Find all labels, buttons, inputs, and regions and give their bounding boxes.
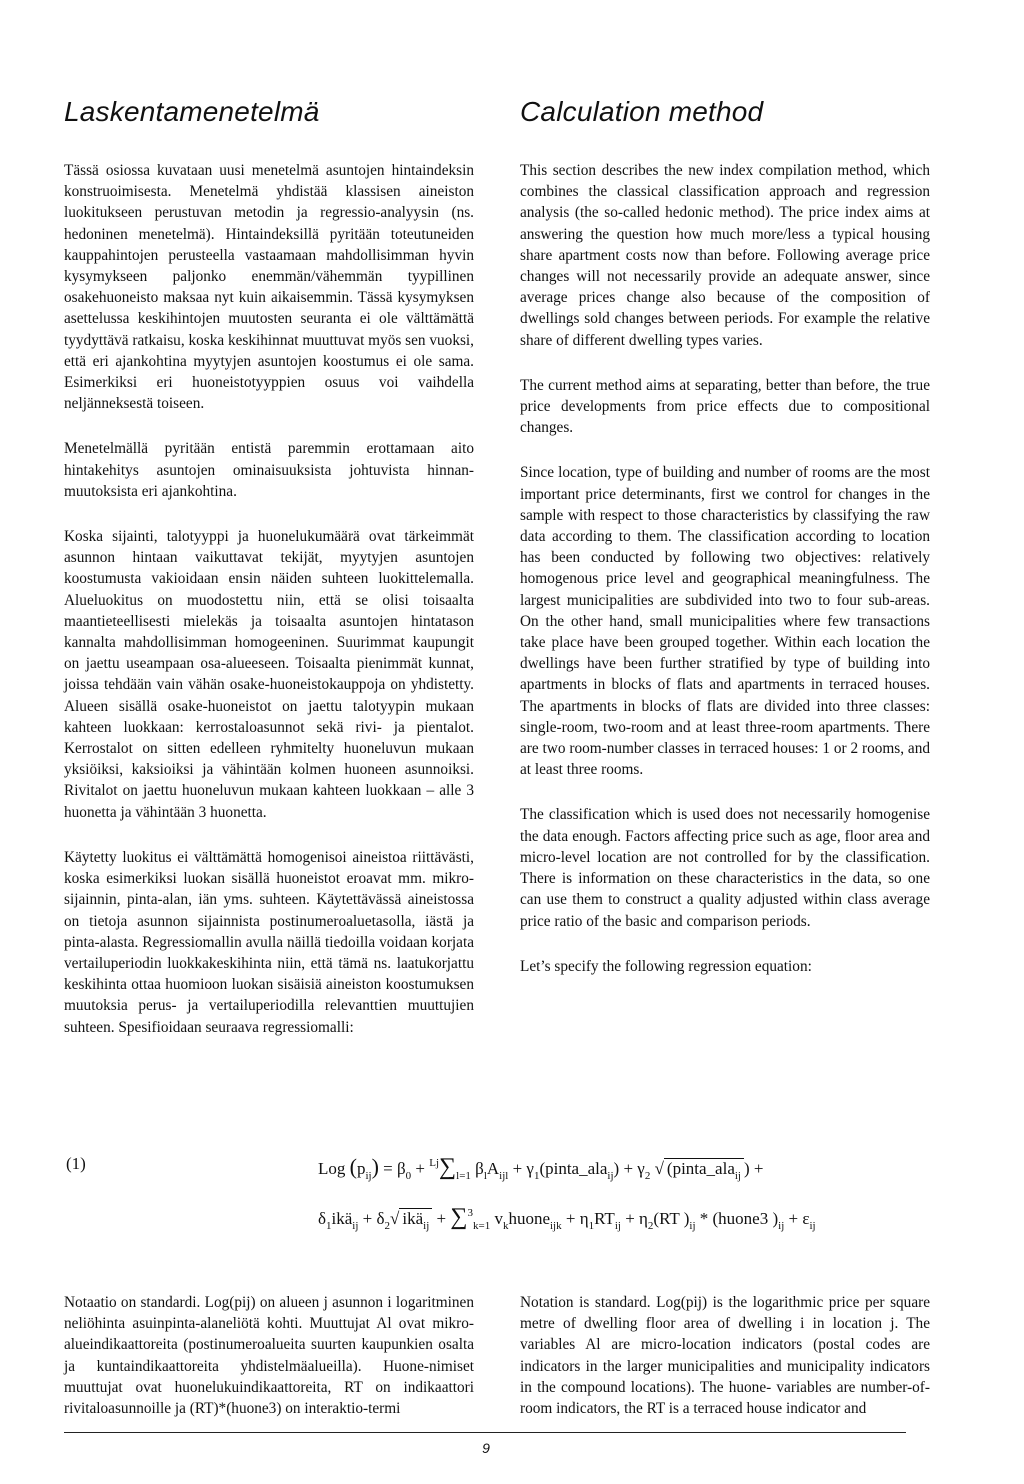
english-notation: Notation is standard. Log(pij) is the logarithmic price per square metre of dwelling floor area of dwelling i in location j. The variables Al are micro-location indicators (postal codes are indicators in the larger municipalities and municipality indicators in the compound locations). The huone- variables are number-of-room indicators, the RT is a terraced house indicator and: [520, 1294, 930, 1418]
eq-p-sub: ij: [365, 1170, 372, 1182]
english-paragraph-4: The classification which is used does not necessarily homogenise the data enough. Factors affecting price such as age, floor area and micro-level location are not controlled for by the classification. There is information on these characteristics in the data, so one can use them to construct a quality adjusted within class average price ratio of the basic and comparison periods.: [520, 806, 930, 930]
equation-line-1: [318, 1154, 764, 1182]
eq-a-sub: ijl: [499, 1170, 509, 1182]
eq-ika-2: ikä: [402, 1209, 424, 1228]
eq-ika-1: ikä: [331, 1209, 353, 1228]
eq-sqrt-body: [664, 1158, 744, 1182]
eq-v-sub: k: [502, 1220, 509, 1232]
eq-pinta-2: (pinta_ala: [666, 1159, 735, 1178]
eq-rt-2-sub: ij: [689, 1220, 696, 1232]
eq-paren-close: ): [371, 1154, 379, 1179]
eq-gamma2-sub: 2: [644, 1170, 651, 1182]
eq-plus-delta2: + δ: [362, 1209, 385, 1228]
finnish-notation: Notaatio on standardi. Log(pij) on alueen j asunnon i logaritminen neliöhinta asuinpinta-alaneliötä kohti. Muuttujat Al ovat mikro-alueindikaattoreita (postinumeroalueita suurten kaupunkien osalta ja kuntaindikaattoreita yhdistelmäalueilla). Huone-nimiset muuttujat ovat huonelukuindikaattoreita, RT on indikaattori rivitaloasunnoille ja (RT)*(huone3) on interaktio-termi: [64, 1294, 474, 1418]
finnish-paragraph-4: Käytetty luokitus ei välttämättä homogenisoi aineistoa riittävästi, koska esimerkiksi luokan sisällä huoneistot eroavat mm. mikro-sijainnin, pinta-alan, iän yms. suhteen. Käytettävässä aineistossa on tietoja asunnon sijainnista postinumeroaluetasolla, iästä ja pinta-alasta. Regressiomallin avulla näillä tiedoilla voidaan korjata vertailuperiodin luokkakeskihinta niin, että tämä ns. laatukorjattu keskihinta ottaa huomioon luokan sisäisiä aineiston koostumuksen muutoksia perus- ja vertailuperiodilla relevanttien muuttujien suhteen. Spesifioidaan seuraava regressiomalli:: [64, 848, 474, 1036]
eq-sum2-upper: 3: [467, 1207, 473, 1219]
eq-sqrt-symbol-2: √: [390, 1209, 400, 1228]
eq-rt-2: (RT ): [653, 1209, 690, 1228]
finnish-notation-column: [64, 1292, 474, 1443]
english-paragraph-2: The current method aims at separating, better than before, the true price developments from price effects due to compositional changes.: [520, 376, 930, 437]
equation-number: (1): [66, 1154, 86, 1173]
english-column: [520, 96, 930, 1001]
eq-rt-1-sub: ij: [614, 1220, 621, 1232]
eq-delta1-sub: 1: [326, 1220, 332, 1232]
eq-pinta-2-sub: ij: [734, 1170, 741, 1182]
eq-sum-symbol-2: ∑: [450, 1204, 468, 1230]
eq-delta2-sub: 2: [384, 1220, 391, 1232]
eq-huone-sub: ijk: [550, 1220, 562, 1232]
english-paragraph-1: This section describes the new index compilation method, which combines the classical classification approach and regression analysis (the so-called hedonic method). The price index aims at answering the question how much more/less a typical housing share apartment costs now than before. Following average price changes will not necessarily provide an adequate answer, since average prices change also because of the composition of dwellings sold changes between periods. For example the relative share of different dwelling types varies.: [520, 162, 930, 349]
english-notation-column: [520, 1292, 930, 1443]
finnish-paragraph-3: Koska sijainti, talotyyppi ja huonelukumäärä ovat tärkeimmät asunnon hintaan vaikuttavat tekijät, myytyjen asuntojen koostumusta vakioidaan ensin näiden suhteen luokittelemalla. Alueluokitus on muodostettu niin, että se olisi toisaalta maantieteellisesti mielekäs ja toisaalta asuntojen hintatason kannalta mahdollisimman homogeeninen. Suurimmat kaupungit on jaettu useampaan osa-alueeseen. Toisaalta pienimmät kunnat, joissa tehdään vain vähän osake-huoneistokauppoja on yhdistetty. Alueen sisällä osake-huoneistot on jaettu talotyypin mukaan kahteen luokkaan: kerrostaloasunnot sekä rivi- ja pientalot. Kerrostalot on sitten edelleen ryhmitelty huoneluvun mukaan yksiöiksi, kaksioiksi ja vähintään kolmen huoneen asunnoiksi. Rivitalot on jaettu huoneluvun mukaan kahteen luokkaan – alle 3 huonetta ja vähintään 3 huonetta.: [64, 528, 474, 821]
eq-eta2-sub: 2: [647, 1220, 654, 1232]
eq-sum-symbol: ∑: [439, 1154, 457, 1180]
english-paragraph-3: Since location, type of building and number of rooms are the most important price determinants, first we control for changes in the sample with respect to those characteristics by classifying the raw data according to them. The classification according to location has been conducted by following two objectives: relatively homogenous price level and geographical meaningfulness. The largest municipalities are subdivided into two to four sub-areas. On the other hand, small municipalities where few transactions take place have been grouped together. Within each location the dwellings have been further stratified by type of building into apartments in blocks of flats and apartments in terraced houses. The apartments in blocks of flats are divided into three classes: single-room, two-room and at least three-room apartments. There are two room-number classes in terraced houses: 1 or 2 rooms, and at least three rooms.: [520, 464, 930, 779]
eq-plus-epsilon: + ε: [788, 1209, 810, 1228]
finnish-paragraph-2: Menetelmällä pyritään entistä paremmin erottamaan aito hintakehitys asuntojen ominaisuuksista johtuvista hinnan-muutoksista eri ajankohtina.: [64, 440, 474, 500]
english-heading: Calculation method: [520, 96, 764, 127]
eq-v: v: [494, 1209, 503, 1228]
eq-epsilon-sub: ij: [809, 1220, 816, 1232]
equation-line-2: [318, 1204, 816, 1232]
eq-sum-upper: Lj: [429, 1157, 440, 1169]
eq-plus-eta1: + η: [565, 1209, 589, 1228]
eq-huone: huone: [508, 1209, 550, 1228]
eq-gamma1-sub: 1: [533, 1170, 540, 1182]
eq-mult-sub: ij: [778, 1220, 785, 1232]
eq-plus-gamma1: + γ: [512, 1159, 534, 1178]
eq-plus-sum: +: [436, 1209, 451, 1228]
eq-equals-beta0: = β: [383, 1159, 406, 1178]
eq-sum-lower: l=1: [456, 1170, 471, 1182]
finnish-heading: Laskentamenetelmä: [64, 96, 320, 127]
english-paragraph-5: Let’s specify the following regression equation:: [520, 957, 812, 975]
eq-pinta-1: (pinta_ala: [539, 1159, 608, 1178]
eq-sqrt-body-2: [399, 1208, 432, 1232]
eq-ika-1-sub: ij: [352, 1220, 359, 1232]
eq-rt-1: RT: [594, 1209, 615, 1228]
eq-close-gamma2: ) + γ: [613, 1159, 645, 1178]
eq-beta-l: β: [475, 1159, 484, 1178]
eq-ika-2-sub: ij: [423, 1220, 430, 1232]
eq-plus-eta2: + η: [625, 1209, 648, 1228]
eq-close-2: ) +: [744, 1159, 764, 1178]
eq-paren-open: (: [349, 1154, 357, 1179]
finnish-column: [64, 96, 474, 1062]
eq-eta1-sub: 1: [588, 1220, 595, 1232]
eq-beta-l-sub: l: [483, 1170, 487, 1182]
eq-beta0-sub: 0: [405, 1170, 412, 1182]
eq-mult: * (huone3 ): [699, 1209, 779, 1228]
eq-a: A: [486, 1159, 500, 1178]
eq-pinta-1-sub: ij: [607, 1170, 614, 1182]
eq-p: p: [356, 1159, 366, 1178]
finnish-paragraph-1: Tässä osiossa kuvataan uusi menetelmä asuntojen hintaindeksin konstruoimisesta. Menetelmä yhdistää klassisen aineiston luokitukseen perustuvan metodin ja regressio-analyysin (ns. hedoninen menetelmä). Hintaindeksillä pyritään toteutuneiden kauppahintojen perusteella vastaamaan mahdollisimman hyvin kysymykseen paljonko enemmän/vähemmän tyypillinen osakehuoneisto maksaa nyt kuin aikaisemmin. Tässä kysymyksen asettelussa keskihintojen muutosten seuranta ei ole välttämättä tyydyttävä ratkaisu, koska keskihinnat muuttuvat myös sen vuoksi, että eri ajankohtina myytyjen asuntojen koostumus ei ole sama. Esimerkiksi eri huoneistotyyppien osuus voi vaihdella neljänneksestä toiseen.: [64, 162, 474, 413]
eq-log: Log: [318, 1159, 346, 1178]
footer-rule: [64, 1432, 906, 1433]
eq-sum2-lower: k=1: [472, 1220, 491, 1232]
eq-sqrt-symbol: √: [654, 1159, 664, 1178]
eq-delta1: δ: [318, 1209, 327, 1228]
eq-plus-1: +: [415, 1159, 430, 1178]
regression-equation: [66, 1132, 966, 1242]
page-number: 9: [482, 1440, 490, 1456]
